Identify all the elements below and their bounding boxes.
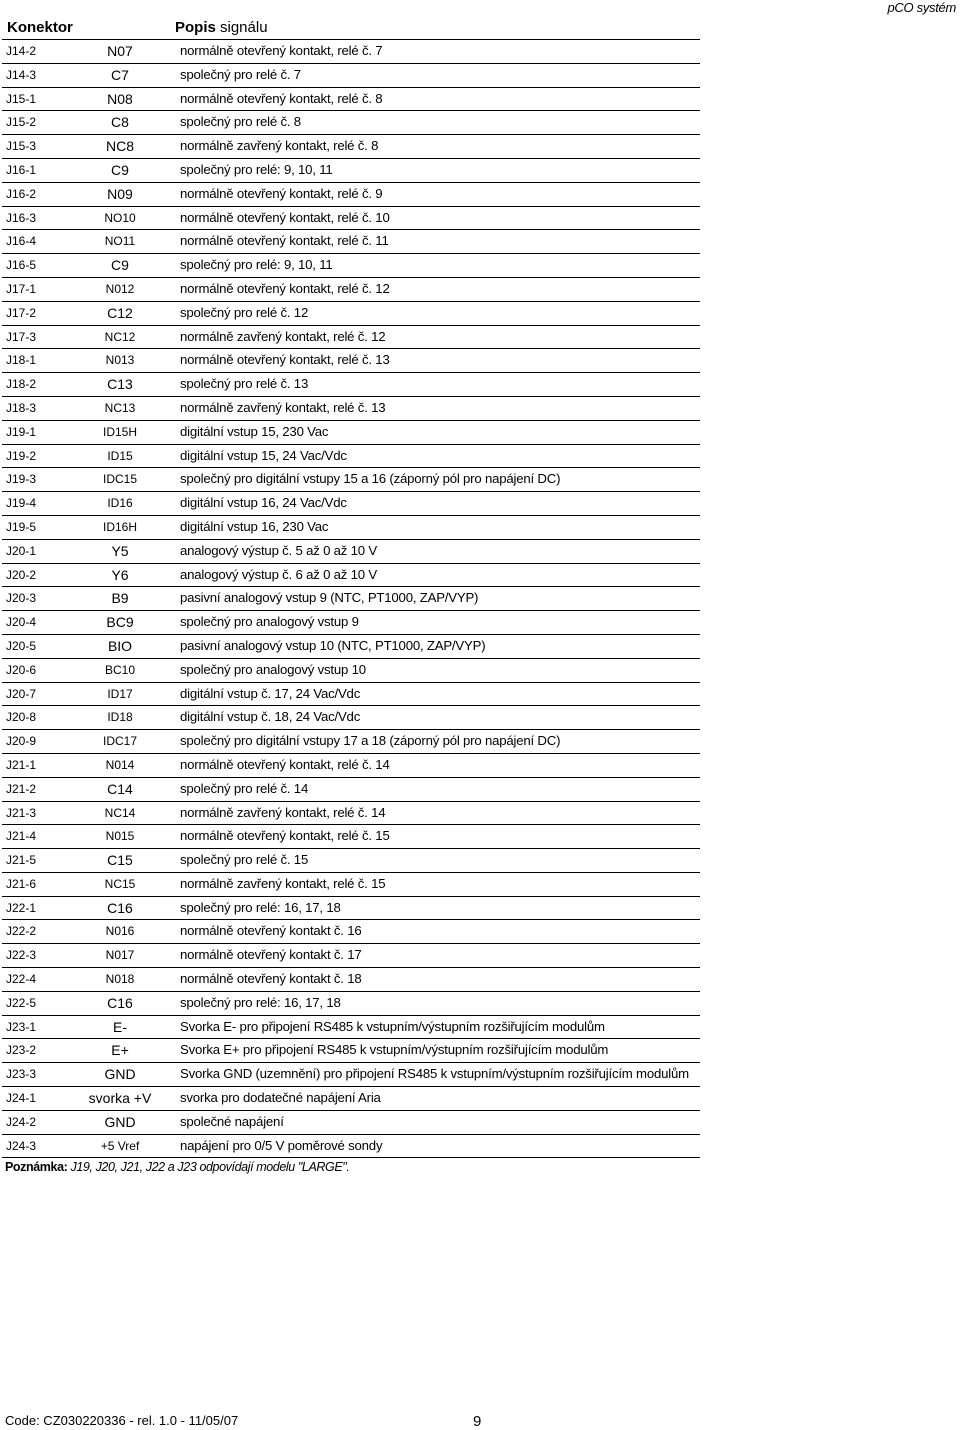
signal-cell: GND: [104, 1113, 136, 1130]
table-row: [2, 1039, 700, 1063]
description-cell: normálně otevřený kontakt, relé č. 9: [180, 185, 383, 201]
signal-cell: N013: [105, 353, 135, 368]
table-header: [2, 16, 700, 40]
table-row: [2, 207, 700, 231]
table-row: [2, 254, 700, 278]
signal-cell: ID17: [107, 686, 133, 701]
description-cell: Svorka E+ pro připojení RS485 k vstupním/výstupním rozšiřujícím modulům: [180, 1042, 609, 1058]
description-cell: společný pro relé č. 13: [180, 376, 309, 392]
table-row: [2, 873, 700, 897]
signal-cell: N014: [105, 757, 135, 772]
description-cell: normálně otevřený kontakt č. 17: [180, 947, 362, 963]
table-row: [2, 540, 700, 564]
description-cell: společný pro analogový vstup 9: [180, 614, 359, 630]
connector-cell: J20-9: [6, 734, 37, 749]
connector-cell: J22-1: [6, 900, 37, 915]
header-popis-bold: Popis: [175, 19, 216, 36]
footer-code: Code: CZ030220336 - rel. 1.0 - 11/05/07: [5, 1413, 239, 1428]
signal-cell: NC15: [104, 876, 136, 891]
connector-cell: J19-2: [6, 448, 37, 463]
table-row: [2, 516, 700, 540]
signal-cell: ID15: [107, 448, 133, 463]
table-row: [2, 849, 700, 873]
signal-cell: NO11: [104, 234, 136, 249]
connector-cell: J16-2: [6, 186, 37, 201]
connector-cell: J19-4: [6, 496, 37, 511]
table-row: [2, 135, 700, 159]
connector-cell: J22-4: [6, 972, 37, 987]
connector-cell: J19-1: [6, 424, 37, 439]
description-cell: pasivní analogový vstup 9 (NTC, PT1000, ZAP/VYP): [180, 590, 479, 606]
connector-cell: J18-3: [6, 400, 37, 415]
header-konektor: Konektor: [7, 19, 73, 36]
table-row: [2, 968, 700, 992]
connector-cell: J14-3: [6, 67, 37, 82]
description-cell: digitální vstup 16, 230 Vac: [180, 518, 329, 534]
table-row: [2, 564, 700, 588]
signal-cell: N017: [105, 948, 135, 963]
connector-cell: J21-4: [6, 829, 37, 844]
signal-cell: C8: [111, 114, 129, 131]
signal-cell: N018: [105, 972, 135, 987]
signal-cell: NC8: [105, 138, 134, 155]
connector-cell: J19-3: [6, 472, 37, 487]
connector-cell: J20-4: [6, 615, 37, 630]
table-row: [2, 992, 700, 1016]
description-cell: normálně otevřený kontakt, relé č. 7: [180, 43, 383, 58]
description-cell: digitální vstup č. 18, 24 Vac/Vdc: [180, 709, 361, 725]
description-cell: Svorka GND (uzemnění) pro připojení RS485 k vstupním/výstupním rozšiřujícím modulům: [180, 1066, 689, 1082]
table-row: [2, 587, 700, 611]
signal-cell: N012: [105, 281, 135, 296]
signal-cell: NC13: [104, 400, 136, 415]
table-row: [2, 1087, 700, 1111]
signal-cell: C9: [111, 161, 129, 178]
connector-cell: J17-2: [6, 305, 37, 320]
table-row: [2, 159, 700, 183]
description-cell: společný pro relé: 16, 17, 18: [180, 899, 341, 915]
description-cell: normálně zavřený kontakt, relé č. 15: [180, 875, 386, 891]
description-cell: společný pro relé č. 8: [180, 114, 301, 130]
signal-cell: +5 Vref: [100, 1138, 140, 1153]
signal-cell: C16: [107, 899, 133, 916]
connector-cell: J20-5: [6, 638, 37, 653]
note-label: Poznámka:: [5, 1160, 68, 1174]
signal-cell: N015: [105, 829, 135, 844]
description-cell: společný pro digitální vstupy 15 a 16 (záporný pól pro napájení DC): [180, 471, 561, 487]
signal-cell: BIO: [107, 637, 133, 654]
connector-cell: J20-6: [6, 662, 37, 677]
signal-cell: C14: [107, 780, 133, 797]
description-cell: digitální vstup 15, 24 Vac/Vdc: [180, 447, 347, 463]
description-cell: společný pro relé: 9, 10, 11: [180, 161, 333, 177]
table-row: [2, 468, 700, 492]
page-number: 9: [473, 1413, 482, 1430]
description-cell: normálně otevřený kontakt č. 18: [180, 971, 362, 987]
table-row: [2, 659, 700, 683]
description-cell: Svorka E- pro připojení RS485 k vstupním/výstupním rozšiřujícím modulům: [180, 1018, 605, 1034]
table-row: [2, 40, 700, 64]
description-cell: digitální vstup č. 17, 24 Vac/Vdc: [180, 685, 361, 701]
connector-cell: J21-5: [6, 853, 37, 868]
connector-cell: J19-5: [6, 519, 37, 534]
table-row: [2, 611, 700, 635]
table-row: [2, 730, 700, 754]
signal-cell: Y6: [111, 566, 129, 583]
signal-cell: C12: [107, 304, 133, 321]
table-row: [2, 706, 700, 730]
connector-cell: J20-7: [6, 686, 37, 701]
table-row: [2, 920, 700, 944]
table-row: [2, 1135, 700, 1159]
connector-cell: J14-2: [6, 44, 37, 58]
description-cell: normálně otevřený kontakt, relé č. 14: [180, 756, 390, 772]
signal-cell: GND: [104, 1066, 136, 1083]
table-row: [2, 778, 700, 802]
table-row: [2, 373, 700, 397]
signal-cell: NO10: [104, 210, 136, 225]
header-popis: [175, 19, 268, 36]
connector-cell: J16-3: [6, 210, 37, 225]
description-cell: společný pro relé č. 15: [180, 852, 309, 868]
note: [5, 1160, 349, 1174]
table-row: [2, 349, 700, 373]
table-row: [2, 754, 700, 778]
signal-cell: B9: [111, 590, 129, 607]
description-cell: normálně otevřený kontakt, relé č. 13: [180, 352, 390, 368]
description-cell: normálně otevřený kontakt, relé č. 8: [180, 90, 383, 106]
signal-cell: IDC17: [102, 734, 137, 749]
signal-cell: NC14: [104, 805, 136, 820]
signal-cell: BC10: [104, 662, 136, 677]
connector-cell: J22-5: [6, 995, 37, 1010]
table-row: [2, 1111, 700, 1135]
table-row: [2, 802, 700, 826]
connector-cell: J18-1: [6, 353, 37, 368]
description-cell: normálně otevřený kontakt, relé č. 15: [180, 828, 390, 844]
signal-cell: ID16H: [102, 519, 137, 534]
description-cell: digitální vstup 16, 24 Vac/Vdc: [180, 495, 347, 511]
signal-cell: ID15H: [102, 424, 137, 439]
connector-cell: J20-1: [6, 543, 37, 558]
description-cell: normálně otevřený kontakt, relé č. 11: [180, 233, 389, 249]
table-row: [2, 1063, 700, 1087]
description-cell: pasivní analogový vstup 10 (NTC, PT1000, ZAP/VYP): [180, 637, 486, 653]
signal-cell: NC12: [104, 329, 136, 344]
description-cell: svorka pro dodatečné napájení Aria: [180, 1090, 381, 1106]
connector-cell: J20-2: [6, 567, 37, 582]
brand-label: pCO systém: [887, 0, 956, 15]
table-row: [2, 825, 700, 849]
description-cell: normálně otevřený kontakt č. 16: [180, 923, 362, 939]
description-cell: společný pro relé č. 12: [180, 304, 309, 320]
connector-cell: J20-8: [6, 710, 37, 725]
table-row: [2, 64, 700, 88]
table-row: [2, 88, 700, 112]
table-row: [2, 397, 700, 421]
signal-cell: C15: [107, 852, 133, 869]
description-cell: společný pro relé: 16, 17, 18: [180, 994, 341, 1010]
table-row: [2, 421, 700, 445]
table-row: [2, 635, 700, 659]
signal-cell: C9: [111, 257, 129, 274]
signal-cell: N07: [107, 43, 133, 59]
connector-cell: J16-1: [6, 162, 37, 177]
connector-cell: J24-2: [6, 1114, 37, 1129]
description-cell: společný pro digitální vstupy 17 a 18 (záporný pól pro napájení DC): [180, 733, 561, 749]
connector-cell: J24-3: [6, 1138, 37, 1153]
table-row: [2, 302, 700, 326]
description-cell: normálně zavřený kontakt, relé č. 8: [180, 138, 379, 154]
connector-cell: J17-1: [6, 281, 37, 296]
signal-cell: C16: [107, 994, 133, 1011]
table-row: [2, 1016, 700, 1040]
connector-cell: J22-3: [6, 948, 37, 963]
connector-cell: J15-3: [6, 139, 37, 154]
signal-cell: IDC15: [102, 472, 137, 487]
description-cell: normálně otevřený kontakt, relé č. 10: [180, 209, 390, 225]
table-row: [2, 492, 700, 516]
connector-cell: J23-1: [6, 1019, 37, 1034]
header-popis-normal: signálu: [215, 19, 268, 36]
description-cell: normálně zavřený kontakt, relé č. 12: [180, 328, 386, 344]
signal-cell: C13: [107, 376, 133, 393]
description-cell: společný pro relé č. 14: [180, 780, 309, 796]
connector-cell: J16-4: [6, 234, 37, 249]
signal-cell: E-: [113, 1018, 127, 1035]
description-cell: analogový výstup č. 5 až 0 až 10 V: [180, 542, 377, 558]
signal-cell: ID18: [107, 710, 133, 725]
description-cell: normálně zavřený kontakt, relé č. 13: [180, 399, 386, 415]
connector-cell: J22-2: [6, 924, 37, 939]
description-cell: normálně otevřený kontakt, relé č. 12: [180, 280, 390, 296]
description-cell: společný pro relé: 9, 10, 11: [180, 257, 333, 273]
description-cell: společný pro relé č. 7: [180, 66, 301, 82]
description-cell: napájení pro 0/5 V poměrové sondy: [180, 1137, 383, 1153]
signal-cell: svorka +V: [88, 1090, 152, 1107]
connector-cell: J21-2: [6, 781, 37, 796]
signal-cell: E+: [111, 1042, 129, 1059]
connector-cell: J21-1: [6, 757, 37, 772]
signal-cell: N09: [107, 185, 133, 202]
connector-cell: J23-2: [6, 1043, 37, 1058]
description-cell: společné napájení: [180, 1113, 284, 1129]
table-row: [2, 278, 700, 302]
table-row: [2, 683, 700, 707]
connector-cell: J16-5: [6, 258, 37, 273]
table-row: [2, 944, 700, 968]
note-text: J19, J20, J21, J22 a J23 odpovídají modelu "LARGE".: [67, 1160, 350, 1174]
description-cell: normálně zavřený kontakt, relé č. 14: [180, 804, 386, 820]
connector-cell: J17-3: [6, 329, 37, 344]
connector-table: [2, 40, 700, 1158]
connector-cell: J15-1: [6, 91, 37, 106]
table-row: [2, 111, 700, 135]
table-row: [2, 183, 700, 207]
connector-cell: J23-3: [6, 1067, 37, 1082]
table-row: [2, 326, 700, 350]
signal-cell: Y5: [111, 542, 129, 559]
signal-cell: N016: [105, 924, 135, 939]
description-cell: analogový výstup č. 6 až 0 až 10 V: [180, 566, 377, 582]
signal-cell: ID16: [107, 496, 133, 511]
connector-cell: J20-3: [6, 591, 37, 606]
signal-cell: C7: [111, 66, 129, 83]
signal-cell: N08: [107, 90, 133, 107]
table-row: [2, 445, 700, 469]
connector-cell: J21-6: [6, 876, 37, 891]
connector-cell: J18-2: [6, 377, 37, 392]
connector-cell: J15-2: [6, 115, 37, 130]
connector-cell: J21-3: [6, 805, 37, 820]
signal-cell: BC9: [106, 614, 134, 631]
connector-cell: J24-1: [6, 1091, 37, 1106]
table-row: [2, 230, 700, 254]
description-cell: digitální vstup 15, 230 Vac: [180, 423, 329, 439]
description-cell: společný pro analogový vstup 10: [180, 661, 366, 677]
table-row: [2, 897, 700, 921]
